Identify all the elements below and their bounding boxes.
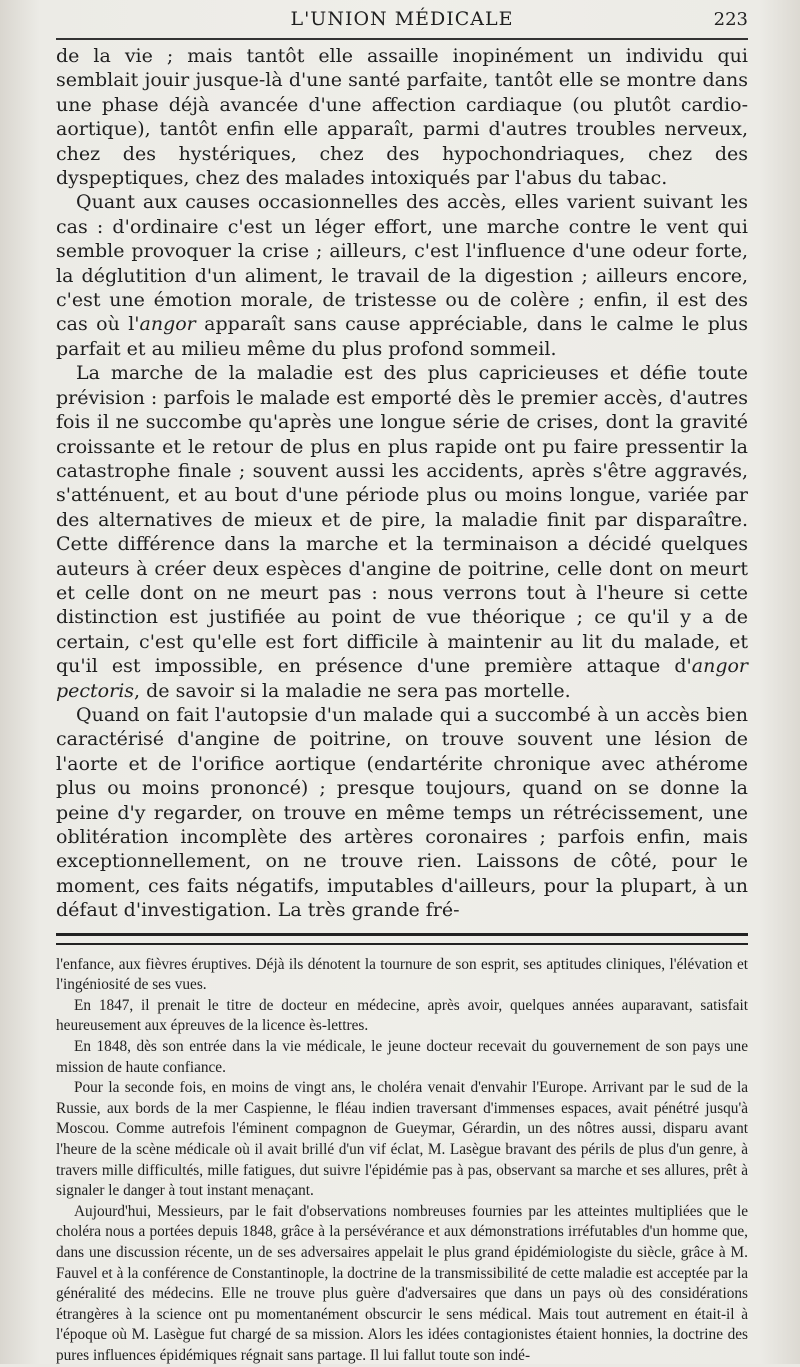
paragraph-2-text-a: Quant aux causes occasionnelles des accès, elles varient suivant les cas : d'ordinaire c'est un léger effort, une marche contre le vent qui semble provoquer la crise ; ailleurs, c'est l'influence d'une odeur forte, la déglutition d'un aliment, le travail de la digestion ; ailleurs encore, c'est une émotion morale, de tristesse ou de colère ; enfin, il est des cas où l' [56,191,748,336]
main-text [56,44,748,923]
page-header [56,0,748,38]
paragraph-3-text-b: , de savoir si la maladie ne sera pas mortelle. [134,679,571,702]
paragraph-1 [56,44,748,190]
page-number: 223 [713,9,748,30]
paragraph-2-text-b: apparaît sans cause appréciable, dans le calme le plus parfait et au milieu même du plus profond sommeil. [56,313,748,360]
footnote-3: En 1848, dès son entrée dans la vie médicale, le jeune docteur recevait du gouvernement de son pays une mission de haute confiance. [56,1038,748,1076]
footnote-2: En 1847, il prenait le titre de docteur en médecine, après avoir, quelques années auparavant, satisfait heureusement aux épreuves de la licence ès-lettres. [56,996,748,1035]
paragraph-1-text: de la vie ; mais tantôt elle assaille inopinément un individu qui semblait jouir jusque-là d'une santé parfaite, tantôt elle se montre dans une phase déjà avancée d'une affection cardiaque (ou plutôt cardio-aortique), tantôt enfin elle apparaît, parmi d'autres troubles nerveux, chez des hystériques, chez des hypochondriaques, chez des dyspeptiques, chez des malades intoxiqués par l'abus du tabac. [56,45,748,190]
footnote-separator [56,933,748,945]
header-rule [56,38,748,40]
paragraph-3-text-a: La marche de la maladie est des plus capricieuses et défie toute prévision : parfois le malade est emporté dès le premier accès, d'autres fois il ne succombe qu'après une longue série de crises, dont la gravité croissante et le retour de plus en plus rapide ont pu faire pressentir la catastrophe finale ; souvent aussi les accidents, après s'être aggravés, s'atténuent, et au bout d'une période plus ou moins longue, variée par des alternatives de mieux et de pire, la maladie finit par disparaître. Cette différence dans la marche et la terminaison a décidé quelques auteurs à créer deux espèces d'angine de poitrine, celle dont on meurt et celle dont on ne meurt pas : nous verrons tout à l'heure si cette distinction est justifiée au point de vue théorique ; ce qu'il y a de certain, c'est qu'elle est fort difficile à maintenir au lit du malade, et qu'il est impossible, en présence d'une première attaque d' [56,362,748,678]
paragraph-3 [56,361,748,703]
paragraph-3-italic: angor pectoris [56,655,748,702]
footnote-4: Pour la seconde fois, en moins de vingt ans, le choléra venait d'envahir l'Europe. Arrivant par le sud de la Russie, aux bords de la mer Caspienne, le fléau indien traversant d'immenses espaces, avait pénétré jusqu'à Moscou. Comme autrefois l'éminent compagnon de Gueymar, Gérardin, un des nôtres aussi, disparu avant l'heure de la scène médicale où il avait brillé d'un vif éclat, M. Lasègue bravant des périls de plus d'un genre, à travers mille difficultés, mille fatigues, dut suivre l'épidémie pas à pas, observant sa marche et ses allures, prêt à signaler le danger à tout instant menaçant. [56,1079,748,1200]
footnote-1: l'enfance, aux fièvres éruptives. Déjà ils dénotent la tournure de son esprit, ses aptitudes cliniques, l'élévation et l'ingéniosité de ses vues. [56,955,748,994]
paragraph-2-italic: angor [139,313,196,336]
paragraph-4 [56,703,748,923]
paragraph-4-text: Quand on fait l'autopsie d'un malade qui a succombé à un accès bien caractérisé d'angine de poitrine, on trouve souvent une lésion de l'aorte et de l'orifice aortique (endartérite chronique avec athérome plus ou moins prononcé) ; presque toujours, quand on se donne la peine d'y regarder, on trouve en même temps un rétrécissement, une oblitération incomplète des artères coronaires ; parfois enfin, mais exceptionnellement, on ne trouve rien. Laissons de côté, pour le moment, ces faits négatifs, imputables d'ailleurs, pour la plupart, à un défaut d'investigation. La très grande fré- [56,703,748,922]
running-title: L'UNION MÉDICALE [290,8,514,30]
footnotes [56,955,748,1367]
paragraph-2 [56,190,748,361]
footnote-5: Aujourd'hui, Messieurs, par le fait d'observations nombreuses fournies par les atteintes multipliées que le choléra nous a portées depuis 1848, grâce à la persévérance et aux démonstrations irréfutables d'un homme que, dans une discussion récente, un de ses adversaires appelait le plus grand épidémiologiste du siècle, grâce à M. Fauvel et à la conférence de Constantinople, la doctrine de la transmissibilité de cette maladie est acceptée par la généralité des médecins. Elle ne trouve plus guère d'adversaires que dans un pays où des considérations étrangères à la science ont pu momentanément obscurcir le sens médical. Mais tout autrement en était-il à l'époque où M. Lasègue fut chargé de sa mission. Alors les idées contagionistes étaient honnies, la doctrine des pures influences épidémiques régnait sans partage. Il lui fallut toute son indé- [56,1202,748,1364]
